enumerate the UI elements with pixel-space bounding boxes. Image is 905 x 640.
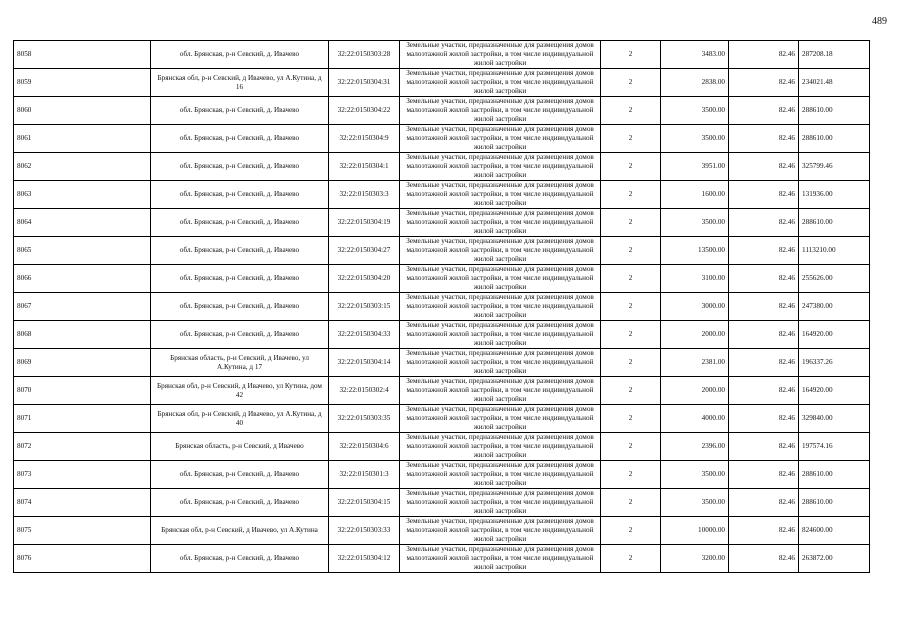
row-number-cell: 8066 [14, 265, 151, 293]
land-use-cell: Земельные участки, предназначенные для размещения домов малоэтажной жилой застройки, в том числе индивидуальной жилой застройки [400, 405, 601, 433]
group-cell: 2 [601, 545, 661, 573]
area-cell: 2396.00 [661, 433, 729, 461]
address-cell: Брянская обл, р-н Севский, д Ивачево, ул А.Кутина, д 16 [151, 69, 329, 97]
specific-value-cell: 82.46 [729, 181, 799, 209]
land-use-cell: Земельные участки, предназначенные для размещения домов малоэтажной жилой застройки, в том числе индивидуальной жилой застройки [400, 209, 601, 237]
cadastral-number-cell: 32:22:0150303:35 [329, 405, 400, 433]
cadastral-number-cell: 32:22:0150304:14 [329, 349, 400, 377]
group-cell: 2 [601, 377, 661, 405]
cadastral-value-cell: 164920.00 [799, 377, 870, 405]
address-cell: обл. Брянская, р-н Севский, д. Ивачево [151, 489, 329, 517]
address-cell: Брянская обл, р-н Севский, д Ивачево, ул А.Кутина, д 40 [151, 405, 329, 433]
land-use-cell: Земельные участки, предназначенные для размещения домов малоэтажной жилой застройки, в том числе индивидуальной жилой застройки [400, 517, 601, 545]
cadastral-number-cell: 32:22:0150301:3 [329, 461, 400, 489]
table-row [14, 433, 870, 461]
page-number: 489 [872, 16, 887, 27]
cadastral-value-cell: 131936.00 [799, 181, 870, 209]
cadastral-value-cell: 287208.18 [799, 41, 870, 69]
group-cell: 2 [601, 69, 661, 97]
table-row [14, 181, 870, 209]
cadastral-number-cell: 32:22:0150303:28 [329, 41, 400, 69]
area-cell: 3951.00 [661, 153, 729, 181]
cadastral-number-cell: 32:22:0150304:33 [329, 321, 400, 349]
table-row [14, 97, 870, 125]
row-number-cell: 8068 [14, 321, 151, 349]
area-cell: 2381.00 [661, 349, 729, 377]
row-number-cell: 8074 [14, 489, 151, 517]
area-cell: 2000.00 [661, 377, 729, 405]
table-row [14, 461, 870, 489]
land-use-cell: Земельные участки, предназначенные для размещения домов малоэтажной жилой застройки, в том числе индивидуальной жилой застройки [400, 237, 601, 265]
land-use-cell: Земельные участки, предназначенные для размещения домов малоэтажной жилой застройки, в том числе индивидуальной жилой застройки [400, 153, 601, 181]
cadastral-value-cell: 164920.00 [799, 321, 870, 349]
address-cell: обл. Брянская, р-н Севский, д. Ивачево [151, 181, 329, 209]
table-row [14, 125, 870, 153]
cadastral-number-cell: 32:22:0150304:6 [329, 433, 400, 461]
table-row [14, 377, 870, 405]
land-use-cell: Земельные участки, предназначенные для размещения домов малоэтажной жилой застройки, в том числе индивидуальной жилой застройки [400, 461, 601, 489]
cadastral-value-cell: 263872.00 [799, 545, 870, 573]
area-cell: 10000.00 [661, 517, 729, 545]
cadastral-number-cell: 32:22:0150304:20 [329, 265, 400, 293]
specific-value-cell: 82.46 [729, 293, 799, 321]
cadastral-value-cell: 325799.46 [799, 153, 870, 181]
specific-value-cell: 82.46 [729, 349, 799, 377]
specific-value-cell: 82.46 [729, 433, 799, 461]
land-use-cell: Земельные участки, предназначенные для размещения домов малоэтажной жилой застройки, в том числе индивидуальной жилой застройки [400, 97, 601, 125]
land-use-cell: Земельные участки, предназначенные для размещения домов малоэтажной жилой застройки, в том числе индивидуальной жилой застройки [400, 181, 601, 209]
land-use-cell: Земельные участки, предназначенные для размещения домов малоэтажной жилой застройки, в том числе индивидуальной жилой застройки [400, 377, 601, 405]
row-number-cell: 8072 [14, 433, 151, 461]
area-cell: 3100.00 [661, 265, 729, 293]
cadastral-value-cell: 1113210.00 [799, 237, 870, 265]
land-use-cell: Земельные участки, предназначенные для размещения домов малоэтажной жилой застройки, в том числе индивидуальной жилой застройки [400, 321, 601, 349]
cadastral-value-cell: 329840.00 [799, 405, 870, 433]
cadastral-value-cell: 288610.00 [799, 461, 870, 489]
table-body [14, 41, 870, 573]
address-cell: обл. Брянская, р-н Севский, д. Ивачево [151, 293, 329, 321]
group-cell: 2 [601, 349, 661, 377]
cadastral-number-cell: 32:22:0150303:15 [329, 293, 400, 321]
group-cell: 2 [601, 517, 661, 545]
area-cell: 2000.00 [661, 321, 729, 349]
row-number-cell: 8065 [14, 237, 151, 265]
address-cell: обл. Брянская, р-н Севский, д. Ивачево [151, 125, 329, 153]
cadastral-value-cell: 288610.00 [799, 125, 870, 153]
cadastral-number-cell: 32:22:0150304:22 [329, 97, 400, 125]
specific-value-cell: 82.46 [729, 209, 799, 237]
group-cell: 2 [601, 321, 661, 349]
address-cell: обл. Брянская, р-н Севский, д. Ивачево [151, 265, 329, 293]
specific-value-cell: 82.46 [729, 237, 799, 265]
address-cell: обл. Брянская, р-н Севский, д. Ивачево [151, 97, 329, 125]
land-use-cell: Земельные участки, предназначенные для размещения домов малоэтажной жилой застройки, в том числе индивидуальной жилой застройки [400, 125, 601, 153]
cadastral-value-cell: 196337.26 [799, 349, 870, 377]
table-row [14, 517, 870, 545]
row-number-cell: 8075 [14, 517, 151, 545]
row-number-cell: 8069 [14, 349, 151, 377]
table-row [14, 41, 870, 69]
area-cell: 3500.00 [661, 125, 729, 153]
specific-value-cell: 82.46 [729, 405, 799, 433]
cadastral-value-cell: 197574.16 [799, 433, 870, 461]
specific-value-cell: 82.46 [729, 489, 799, 517]
specific-value-cell: 82.46 [729, 545, 799, 573]
land-use-cell: Земельные участки, предназначенные для размещения домов малоэтажной жилой застройки, в том числе индивидуальной жилой застройки [400, 349, 601, 377]
area-cell: 2838.00 [661, 69, 729, 97]
land-use-cell: Земельные участки, предназначенные для размещения домов малоэтажной жилой застройки, в том числе индивидуальной жилой застройки [400, 433, 601, 461]
cadastral-number-cell: 32:22:0150304:15 [329, 489, 400, 517]
land-use-cell: Земельные участки, предназначенные для размещения домов малоэтажной жилой застройки, в том числе индивидуальной жилой застройки [400, 545, 601, 573]
table-row [14, 209, 870, 237]
area-cell: 3500.00 [661, 461, 729, 489]
cadastral-value-cell: 288610.00 [799, 209, 870, 237]
address-cell: обл. Брянская, р-н Севский, д. Ивачево [151, 237, 329, 265]
specific-value-cell: 82.46 [729, 125, 799, 153]
row-number-cell: 8061 [14, 125, 151, 153]
address-cell: обл. Брянская, р-н Севский, д. Ивачево [151, 321, 329, 349]
address-cell: Брянская обл, р-н Севский, д Ивачево, ул Кутина, дом 42 [151, 377, 329, 405]
cadastral-value-cell: 288610.00 [799, 97, 870, 125]
row-number-cell: 8063 [14, 181, 151, 209]
cadastral-number-cell: 32:22:0150304:9 [329, 125, 400, 153]
area-cell: 3000.00 [661, 293, 729, 321]
cadastral-value-cell: 234021.48 [799, 69, 870, 97]
area-cell: 3500.00 [661, 97, 729, 125]
row-number-cell: 8062 [14, 153, 151, 181]
group-cell: 2 [601, 237, 661, 265]
cadastral-number-cell: 32:22:0150302:4 [329, 377, 400, 405]
table-row [14, 69, 870, 97]
table-row [14, 349, 870, 377]
table-row [14, 265, 870, 293]
group-cell: 2 [601, 209, 661, 237]
cadastral-number-cell: 32:22:0150303:3 [329, 181, 400, 209]
cadastral-value-cell: 255626.00 [799, 265, 870, 293]
group-cell: 2 [601, 41, 661, 69]
table-row [14, 489, 870, 517]
specific-value-cell: 82.46 [729, 321, 799, 349]
specific-value-cell: 82.46 [729, 517, 799, 545]
cadastral-number-cell: 32:22:0150304:19 [329, 209, 400, 237]
area-cell: 3500.00 [661, 489, 729, 517]
group-cell: 2 [601, 405, 661, 433]
group-cell: 2 [601, 293, 661, 321]
address-cell: обл. Брянская, р-н Севский, д. Ивачево [151, 545, 329, 573]
row-number-cell: 8071 [14, 405, 151, 433]
cadastral-number-cell: 32:22:0150304:31 [329, 69, 400, 97]
cadastral-value-cell: 824600.00 [799, 517, 870, 545]
cadastral-number-cell: 32:22:0150303:33 [329, 517, 400, 545]
row-number-cell: 8059 [14, 69, 151, 97]
specific-value-cell: 82.46 [729, 97, 799, 125]
specific-value-cell: 82.46 [729, 41, 799, 69]
land-use-cell: Земельные участки, предназначенные для размещения домов малоэтажной жилой застройки, в том числе индивидуальной жилой застройки [400, 41, 601, 69]
specific-value-cell: 82.46 [729, 265, 799, 293]
group-cell: 2 [601, 153, 661, 181]
cadastral-value-cell: 288610.00 [799, 489, 870, 517]
cadastral-number-cell: 32:22:0150304:12 [329, 545, 400, 573]
area-cell: 1600.00 [661, 181, 729, 209]
area-cell: 13500.00 [661, 237, 729, 265]
row-number-cell: 8064 [14, 209, 151, 237]
row-number-cell: 8067 [14, 293, 151, 321]
area-cell: 3200.00 [661, 545, 729, 573]
address-cell: Брянская обл, р-н Севский, д Ивачево, ул А.Кутина [151, 517, 329, 545]
area-cell: 3483.00 [661, 41, 729, 69]
specific-value-cell: 82.46 [729, 153, 799, 181]
land-use-cell: Земельные участки, предназначенные для размещения домов малоэтажной жилой застройки, в том числе индивидуальной жилой застройки [400, 265, 601, 293]
land-use-cell: Земельные участки, предназначенные для размещения домов малоэтажной жилой застройки, в том числе индивидуальной жилой застройки [400, 489, 601, 517]
specific-value-cell: 82.46 [729, 69, 799, 97]
land-use-cell: Земельные участки, предназначенные для размещения домов малоэтажной жилой застройки, в том числе индивидуальной жилой застройки [400, 293, 601, 321]
row-number-cell: 8058 [14, 41, 151, 69]
address-cell: обл. Брянская, р-н Севский, д. Ивачево [151, 41, 329, 69]
cadastral-value-cell: 247380.00 [799, 293, 870, 321]
table-row [14, 405, 870, 433]
row-number-cell: 8060 [14, 97, 151, 125]
land-registry-table [13, 40, 870, 573]
table-row [14, 293, 870, 321]
address-cell: Брянская область, р-н Севский, д Ивачево, ул А.Кутина, д 17 [151, 349, 329, 377]
row-number-cell: 8076 [14, 545, 151, 573]
area-cell: 3500.00 [661, 209, 729, 237]
address-cell: обл. Брянская, р-н Севский, д. Ивачево [151, 209, 329, 237]
address-cell: обл. Брянская, р-н Севский, д. Ивачево [151, 461, 329, 489]
group-cell: 2 [601, 265, 661, 293]
group-cell: 2 [601, 97, 661, 125]
table-row [14, 153, 870, 181]
cadastral-number-cell: 32:22:0150304:27 [329, 237, 400, 265]
address-cell: обл. Брянская, р-н Севский, д. Ивачево [151, 153, 329, 181]
land-use-cell: Земельные участки, предназначенные для размещения домов малоэтажной жилой застройки, в том числе индивидуальной жилой застройки [400, 69, 601, 97]
table-row [14, 321, 870, 349]
table-row [14, 545, 870, 573]
row-number-cell: 8070 [14, 377, 151, 405]
group-cell: 2 [601, 181, 661, 209]
address-cell: Брянская область, р-н Севский, д Ивачево [151, 433, 329, 461]
group-cell: 2 [601, 461, 661, 489]
cadastral-number-cell: 32:22:0150304:1 [329, 153, 400, 181]
specific-value-cell: 82.46 [729, 377, 799, 405]
table-row [14, 237, 870, 265]
group-cell: 2 [601, 489, 661, 517]
row-number-cell: 8073 [14, 461, 151, 489]
area-cell: 4000.00 [661, 405, 729, 433]
group-cell: 2 [601, 433, 661, 461]
specific-value-cell: 82.46 [729, 461, 799, 489]
group-cell: 2 [601, 125, 661, 153]
